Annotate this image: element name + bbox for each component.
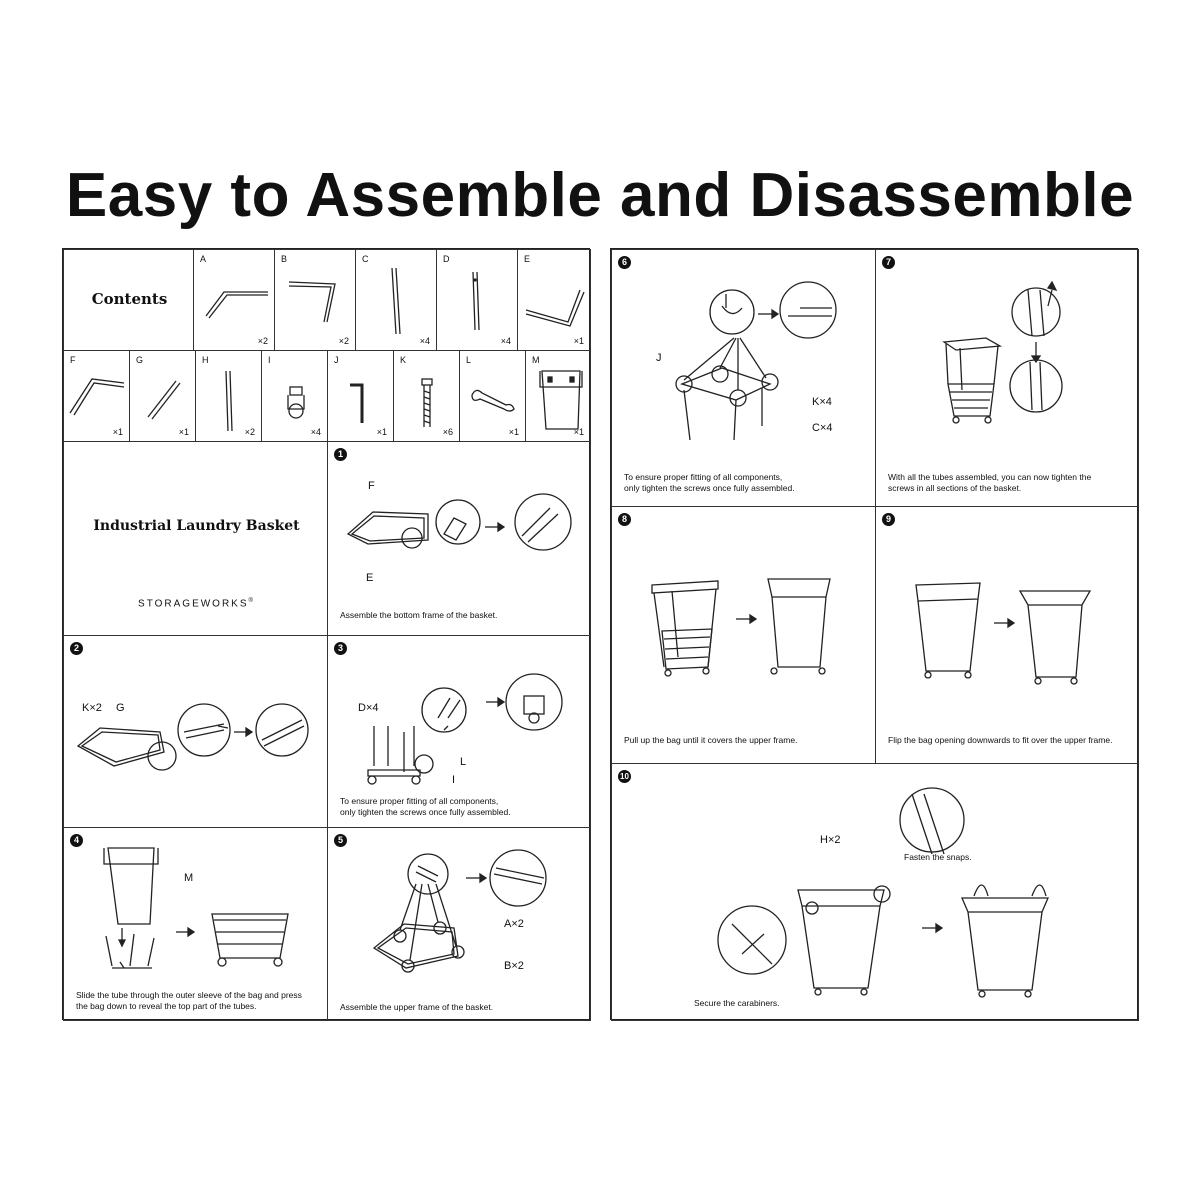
part-cell-j: [327, 350, 394, 442]
part-letter: A: [200, 254, 207, 264]
part-letter: L: [466, 355, 472, 365]
callout-a2: A×2: [504, 918, 524, 930]
product-name: Industrial Laundry Basket: [93, 518, 300, 534]
part-qty: ×2: [338, 336, 349, 346]
step-2: [63, 635, 328, 828]
step-caption: Assemble the bottom frame of the basket.: [340, 610, 498, 620]
step-7: [875, 249, 1139, 507]
step-6: [611, 249, 876, 507]
part-qty: ×4: [500, 336, 511, 346]
callout-j: J: [656, 352, 662, 364]
step-caption: Flip the bag opening downwards to fit over the upper frame.: [888, 735, 1113, 745]
step-8-illustration: [612, 507, 876, 764]
part-qty: ×1: [112, 427, 123, 437]
callout-i: I: [452, 774, 456, 786]
step-10: [611, 763, 1139, 1021]
part-letter: C: [362, 254, 369, 264]
step-10-illustration: [612, 764, 1139, 1021]
registered-mark: ®: [248, 598, 255, 604]
callout-l: L: [460, 756, 467, 768]
callout-c4: C×4: [812, 422, 833, 434]
brand-name: STORAGEWORKS: [138, 598, 249, 610]
part-letter: I: [268, 355, 271, 365]
contents-heading-cell: [63, 249, 194, 351]
step-number: 2: [70, 642, 83, 655]
step-3: [327, 635, 591, 828]
step-9-illustration: [876, 507, 1139, 764]
snaps-note: Fasten the snaps.: [904, 852, 972, 862]
contents-heading: Contents: [91, 290, 168, 308]
part-qty: ×1: [508, 427, 519, 437]
part-letter: M: [532, 355, 540, 365]
callout-k4: K×4: [812, 396, 832, 408]
part-letter: E: [524, 254, 531, 264]
part-letter: K: [400, 355, 407, 365]
step-number: 8: [618, 513, 631, 526]
part-letter: B: [281, 254, 288, 264]
step-5-illustration: [328, 828, 591, 1021]
callout-k2: K×2: [82, 702, 102, 714]
step-5: [327, 827, 591, 1021]
part-qty: ×1: [573, 427, 584, 437]
callout-e: E: [366, 572, 374, 584]
step-number: 4: [70, 834, 83, 847]
part-cell-h: [195, 350, 262, 442]
part-cell-l: [459, 350, 526, 442]
part-cell-e: [517, 249, 591, 351]
step-4: [63, 827, 328, 1021]
part-qty: ×2: [257, 336, 268, 346]
part-letter: F: [70, 355, 76, 365]
part-cell-g: [129, 350, 196, 442]
part-letter: H: [202, 355, 209, 365]
step-8: [611, 506, 876, 764]
part-cell-i: [261, 350, 328, 442]
step-6-illustration: [612, 250, 876, 507]
step-1-illustration: [328, 442, 591, 636]
part-cell-a: [193, 249, 275, 351]
step-number: 3: [334, 642, 347, 655]
part-cell-k: [393, 350, 460, 442]
step-1: [327, 441, 591, 636]
step-7-illustration: [876, 250, 1139, 507]
part-letter: G: [136, 355, 144, 365]
part-cell-b: [274, 249, 356, 351]
right-instructions-panel: [610, 248, 1138, 1020]
part-qty: ×6: [442, 427, 453, 437]
part-letter: D: [443, 254, 450, 264]
part-qty: ×1: [376, 427, 387, 437]
step-2-illustration: [64, 636, 328, 828]
part-cell-f: [63, 350, 130, 442]
carabiner-note: Secure the carabiners.: [694, 998, 780, 1008]
part-cell-d: [436, 249, 518, 351]
step-9: [875, 506, 1139, 764]
brand-logo: [64, 598, 328, 609]
page-title: Easy to Assemble and Disassemble: [65, 161, 1135, 230]
part-qty: ×2: [244, 427, 255, 437]
step-number: 9: [882, 513, 895, 526]
step-caption: Pull up the bag until it covers the upper frame.: [624, 735, 798, 745]
step-caption: Slide the tube through the outer sleeve of the bag and press the bag down to reveal the top part of the tubes.: [76, 990, 302, 1011]
part-qty: ×4: [419, 336, 430, 346]
step-number: 10: [618, 770, 631, 783]
callout-f: F: [368, 480, 375, 492]
part-cell-c: [355, 249, 437, 351]
step-number: 5: [334, 834, 347, 847]
step-caption: To ensure proper fitting of all components, only tighten the screws once fully assembled.: [624, 472, 795, 493]
step-number: 1: [334, 448, 347, 461]
part-qty: ×4: [310, 427, 321, 437]
step-caption: Assemble the upper frame of the basket.: [340, 1002, 494, 1012]
product-info-cell: [63, 441, 328, 636]
left-instructions-panel: [62, 248, 590, 1020]
step-caption: With all the tubes assembled, you can now tighten the screws in all sections of the basket.: [888, 472, 1092, 493]
callout-b2: B×2: [504, 960, 524, 972]
part-qty: ×1: [178, 427, 189, 437]
step-number: 6: [618, 256, 631, 269]
step-caption: To ensure proper fitting of all components, only tighten the screws once fully assembled.: [340, 796, 511, 817]
part-qty: ×1: [573, 336, 584, 346]
part-letter: J: [334, 355, 339, 365]
callout-g: G: [116, 702, 125, 714]
step-number: 7: [882, 256, 895, 269]
part-cell-m: [525, 350, 591, 442]
callout-m: M: [184, 872, 194, 884]
callout-d4: D×4: [358, 702, 379, 714]
callout-h2: H×2: [820, 834, 841, 846]
